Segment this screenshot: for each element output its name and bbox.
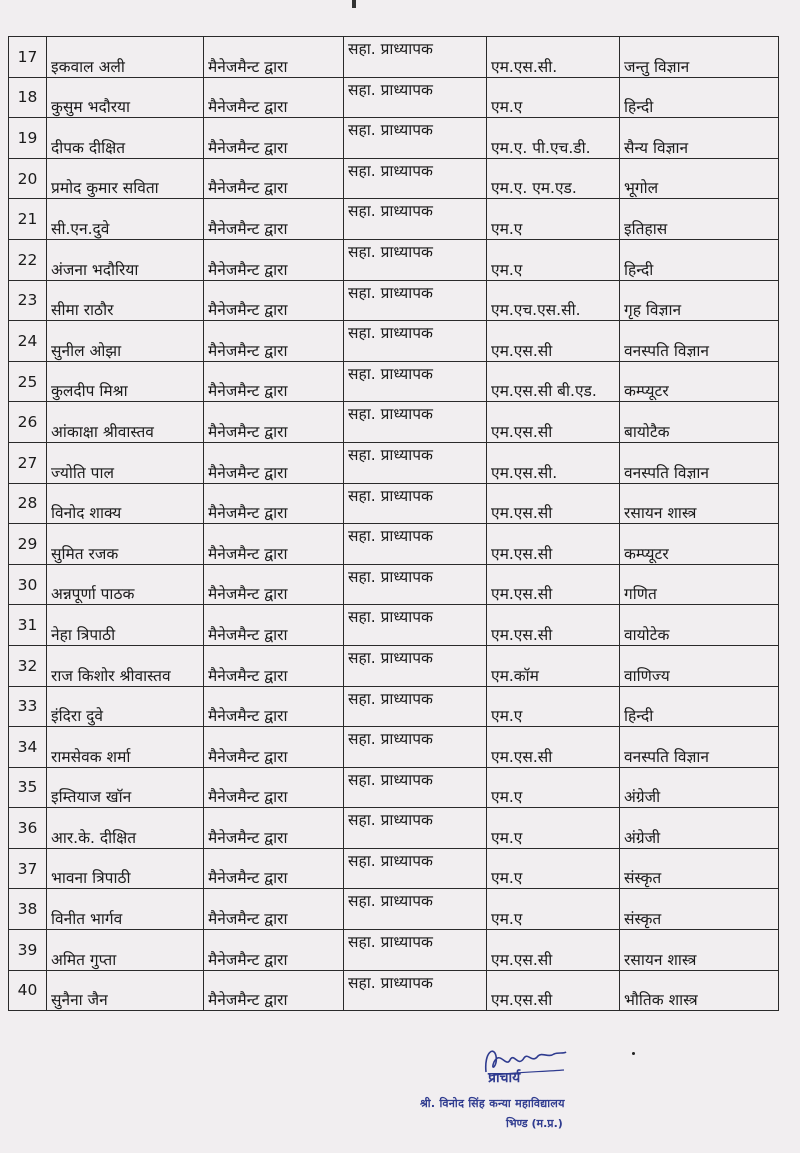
appointment-mode-cell: मैनेजमैन्ट द्वारा bbox=[204, 767, 344, 808]
qualification-cell: एम.एस.सी bbox=[487, 524, 620, 565]
staff-name-cell: सी.एन.दुवे bbox=[47, 199, 204, 240]
row-number-cell: 34 bbox=[9, 727, 47, 768]
row-number-cell: 38 bbox=[9, 889, 47, 930]
staff-name-cell: आर.के. दीक्षित bbox=[47, 808, 204, 849]
post-title-cell: सहा. प्राध्यापक bbox=[344, 889, 487, 930]
post-title-cell: सहा. प्राध्यापक bbox=[344, 77, 487, 118]
qualification-cell: एम.ए. एम.एड. bbox=[487, 158, 620, 199]
qualification-cell: एम.ए bbox=[487, 889, 620, 930]
staff-name-cell: राज किशोर श्रीवास्तव bbox=[47, 645, 204, 686]
row-number-cell: 29 bbox=[9, 524, 47, 565]
subject-cell: कम्प्यूटर bbox=[620, 361, 779, 402]
subject-cell: जन्तु विज्ञान bbox=[620, 37, 779, 78]
qualification-cell: एम.एस.सी बी.एड. bbox=[487, 361, 620, 402]
staff-name-cell: सुनील ओझा bbox=[47, 321, 204, 362]
subject-cell: गणित bbox=[620, 564, 779, 605]
row-number-cell: 26 bbox=[9, 402, 47, 443]
row-number-cell: 20 bbox=[9, 158, 47, 199]
post-title-cell: सहा. प्राध्यापक bbox=[344, 158, 487, 199]
appointment-mode-cell: मैनेजमैन्ट द्वारा bbox=[204, 970, 344, 1011]
appointment-mode-cell: मैनेजमैन्ट द्वारा bbox=[204, 686, 344, 727]
staff-name-cell: कुलदीप मिश्रा bbox=[47, 361, 204, 402]
appointment-mode-cell: मैनेजमैन्ट द्वारा bbox=[204, 524, 344, 565]
post-title-cell: सहा. प्राध्यापक bbox=[344, 199, 487, 240]
post-title-cell: सहा. प्राध्यापक bbox=[344, 970, 487, 1011]
post-title-cell: सहा. प्राध्यापक bbox=[344, 402, 487, 443]
row-number-cell: 36 bbox=[9, 808, 47, 849]
row-number-cell: 35 bbox=[9, 767, 47, 808]
row-number-cell: 31 bbox=[9, 605, 47, 646]
staff-name-cell: प्रमोद कुमार सविता bbox=[47, 158, 204, 199]
table-row bbox=[9, 442, 779, 483]
appointment-mode-cell: मैनेजमैन्ट द्वारा bbox=[204, 321, 344, 362]
page-dot-mark bbox=[632, 1052, 635, 1055]
row-number-cell: 39 bbox=[9, 930, 47, 971]
subject-cell: भूगोल bbox=[620, 158, 779, 199]
table-row bbox=[9, 970, 779, 1011]
post-title-cell: सहा. प्राध्यापक bbox=[344, 645, 487, 686]
row-number-cell: 28 bbox=[9, 483, 47, 524]
post-title-cell: सहा. प्राध्यापक bbox=[344, 727, 487, 768]
table-row bbox=[9, 564, 779, 605]
row-number-cell: 24 bbox=[9, 321, 47, 362]
faculty-table-body bbox=[9, 37, 779, 1011]
table-row bbox=[9, 524, 779, 565]
post-title-cell: सहा. प्राध्यापक bbox=[344, 808, 487, 849]
table-row bbox=[9, 402, 779, 443]
post-title-cell: सहा. प्राध्यापक bbox=[344, 930, 487, 971]
qualification-cell: एम.ए bbox=[487, 848, 620, 889]
subject-cell: रसायन शास्त्र bbox=[620, 483, 779, 524]
row-number-cell: 22 bbox=[9, 239, 47, 280]
qualification-cell: एम.एस.सी bbox=[487, 402, 620, 443]
subject-cell: वनस्पति विज्ञान bbox=[620, 321, 779, 362]
row-number-cell: 30 bbox=[9, 564, 47, 605]
row-number-cell: 33 bbox=[9, 686, 47, 727]
appointment-mode-cell: मैनेजमैन्ट द्वारा bbox=[204, 37, 344, 78]
subject-cell: वायोटेक bbox=[620, 605, 779, 646]
qualification-cell: एम.एस.सी. bbox=[487, 442, 620, 483]
qualification-cell: एम.ए bbox=[487, 767, 620, 808]
subject-cell: रसायन शास्त्र bbox=[620, 930, 779, 971]
subject-cell: बायोटैक bbox=[620, 402, 779, 443]
subject-cell: संस्कृत bbox=[620, 848, 779, 889]
qualification-cell: एम.एस.सी bbox=[487, 930, 620, 971]
appointment-mode-cell: मैनेजमैन्ट द्वारा bbox=[204, 930, 344, 971]
qualification-cell: एम.एस.सी. bbox=[487, 37, 620, 78]
principal-signature-stamp bbox=[410, 1040, 630, 1140]
post-title-cell: सहा. प्राध्यापक bbox=[344, 118, 487, 159]
appointment-mode-cell: मैनेजमैन्ट द्वारा bbox=[204, 118, 344, 159]
table-row bbox=[9, 483, 779, 524]
qualification-cell: एम.ए. पी.एच.डी. bbox=[487, 118, 620, 159]
row-number-cell: 21 bbox=[9, 199, 47, 240]
subject-cell: गृह विज्ञान bbox=[620, 280, 779, 321]
qualification-cell: एम.एच.एस.सी. bbox=[487, 280, 620, 321]
appointment-mode-cell: मैनेजमैन्ट द्वारा bbox=[204, 442, 344, 483]
appointment-mode-cell: मैनेजमैन्ट द्वारा bbox=[204, 239, 344, 280]
qualification-cell: एम.एस.सी bbox=[487, 321, 620, 362]
appointment-mode-cell: मैनेजमैन्ट द्वारा bbox=[204, 402, 344, 443]
stamp-location: भिण्ड (म.प्र.) bbox=[506, 1117, 563, 1130]
appointment-mode-cell: मैनेजमैन्ट द्वारा bbox=[204, 889, 344, 930]
staff-name-cell: भावना त्रिपाठी bbox=[47, 848, 204, 889]
subject-cell: हिन्दी bbox=[620, 686, 779, 727]
post-title-cell: सहा. प्राध्यापक bbox=[344, 442, 487, 483]
staff-name-cell: विनीत भार्गव bbox=[47, 889, 204, 930]
qualification-cell: एम.ए bbox=[487, 77, 620, 118]
post-title-cell: सहा. प्राध्यापक bbox=[344, 483, 487, 524]
post-title-cell: सहा. प्राध्यापक bbox=[344, 321, 487, 362]
appointment-mode-cell: मैनेजमैन्ट द्वारा bbox=[204, 158, 344, 199]
qualification-cell: एम.एस.सी bbox=[487, 564, 620, 605]
post-title-cell: सहा. प्राध्यापक bbox=[344, 564, 487, 605]
subject-cell: हिन्दी bbox=[620, 77, 779, 118]
staff-name-cell: सुनैना जैन bbox=[47, 970, 204, 1011]
post-title-cell: सहा. प्राध्यापक bbox=[344, 239, 487, 280]
stamp-college-name: श्री. विनोद सिंह कन्या महाविद्यालय bbox=[420, 1097, 565, 1110]
table-row bbox=[9, 727, 779, 768]
subject-cell: कम्प्यूटर bbox=[620, 524, 779, 565]
stamp-title: प्राचार्य bbox=[488, 1070, 521, 1086]
subject-cell: अंग्रेजी bbox=[620, 767, 779, 808]
row-number-cell: 25 bbox=[9, 361, 47, 402]
table-row bbox=[9, 280, 779, 321]
subject-cell: सैन्य विज्ञान bbox=[620, 118, 779, 159]
staff-name-cell: रामसेवक शर्मा bbox=[47, 727, 204, 768]
table-row bbox=[9, 808, 779, 849]
qualification-cell: एम.ए bbox=[487, 808, 620, 849]
qualification-cell: एम.ए bbox=[487, 199, 620, 240]
staff-name-cell: अंजना भदौरिया bbox=[47, 239, 204, 280]
row-number-cell: 23 bbox=[9, 280, 47, 321]
post-title-cell: सहा. प्राध्यापक bbox=[344, 361, 487, 402]
row-number-cell: 17 bbox=[9, 37, 47, 78]
staff-name-cell: इंदिरा दुवे bbox=[47, 686, 204, 727]
post-title-cell: सहा. प्राध्यापक bbox=[344, 848, 487, 889]
staff-name-cell: आंकाक्षा श्रीवास्तव bbox=[47, 402, 204, 443]
appointment-mode-cell: मैनेजमैन्ट द्वारा bbox=[204, 280, 344, 321]
appointment-mode-cell: मैनेजमैन्ट द्वारा bbox=[204, 564, 344, 605]
appointment-mode-cell: मैनेजमैन्ट द्वारा bbox=[204, 483, 344, 524]
row-number-cell: 27 bbox=[9, 442, 47, 483]
faculty-table bbox=[8, 36, 779, 1011]
subject-cell: भौतिक शास्त्र bbox=[620, 970, 779, 1011]
staff-name-cell: कुसुम भदौरया bbox=[47, 77, 204, 118]
appointment-mode-cell: मैनेजमैन्ट द्वारा bbox=[204, 848, 344, 889]
appointment-mode-cell: मैनेजमैन्ट द्वारा bbox=[204, 605, 344, 646]
staff-name-cell: सीमा राठौर bbox=[47, 280, 204, 321]
table-row bbox=[9, 767, 779, 808]
table-row bbox=[9, 77, 779, 118]
qualification-cell: एम.कॉम bbox=[487, 645, 620, 686]
post-title-cell: सहा. प्राध्यापक bbox=[344, 767, 487, 808]
staff-name-cell: अमित गुप्ता bbox=[47, 930, 204, 971]
qualification-cell: एम.ए bbox=[487, 239, 620, 280]
qualification-cell: एम.ए bbox=[487, 686, 620, 727]
row-number-cell: 19 bbox=[9, 118, 47, 159]
post-title-cell: सहा. प्राध्यापक bbox=[344, 605, 487, 646]
subject-cell: वाणिज्य bbox=[620, 645, 779, 686]
table-row bbox=[9, 848, 779, 889]
subject-cell: वनस्पति विज्ञान bbox=[620, 442, 779, 483]
row-number-cell: 37 bbox=[9, 848, 47, 889]
staff-name-cell: इकवाल अली bbox=[47, 37, 204, 78]
staff-name-cell: सुमित रजक bbox=[47, 524, 204, 565]
qualification-cell: एम.एस.सी bbox=[487, 727, 620, 768]
row-number-cell: 40 bbox=[9, 970, 47, 1011]
subject-cell: वनस्पति विज्ञान bbox=[620, 727, 779, 768]
appointment-mode-cell: मैनेजमैन्ट द्वारा bbox=[204, 361, 344, 402]
post-title-cell: सहा. प्राध्यापक bbox=[344, 280, 487, 321]
table-row bbox=[9, 321, 779, 362]
appointment-mode-cell: मैनेजमैन्ट द्वारा bbox=[204, 645, 344, 686]
table-row bbox=[9, 158, 779, 199]
staff-name-cell: अन्नपूर्णा पाठक bbox=[47, 564, 204, 605]
subject-cell: इतिहास bbox=[620, 199, 779, 240]
post-title-cell: सहा. प्राध्यापक bbox=[344, 37, 487, 78]
page-top-mark bbox=[352, 0, 356, 8]
row-number-cell: 18 bbox=[9, 77, 47, 118]
table-row bbox=[9, 361, 779, 402]
table-row bbox=[9, 239, 779, 280]
table-row bbox=[9, 605, 779, 646]
appointment-mode-cell: मैनेजमैन्ट द्वारा bbox=[204, 727, 344, 768]
table-row bbox=[9, 199, 779, 240]
staff-name-cell: ज्योति पाल bbox=[47, 442, 204, 483]
staff-name-cell: दीपक दीक्षित bbox=[47, 118, 204, 159]
subject-cell: हिन्दी bbox=[620, 239, 779, 280]
post-title-cell: सहा. प्राध्यापक bbox=[344, 524, 487, 565]
appointment-mode-cell: मैनेजमैन्ट द्वारा bbox=[204, 199, 344, 240]
row-number-cell: 32 bbox=[9, 645, 47, 686]
staff-name-cell: विनोद शाक्य bbox=[47, 483, 204, 524]
table-row bbox=[9, 118, 779, 159]
subject-cell: संस्कृत bbox=[620, 889, 779, 930]
qualification-cell: एम.एस.सी bbox=[487, 970, 620, 1011]
appointment-mode-cell: मैनेजमैन्ट द्वारा bbox=[204, 77, 344, 118]
table-row bbox=[9, 686, 779, 727]
table-row bbox=[9, 930, 779, 971]
qualification-cell: एम.एस.सी bbox=[487, 605, 620, 646]
qualification-cell: एम.एस.सी bbox=[487, 483, 620, 524]
table-row bbox=[9, 645, 779, 686]
staff-name-cell: इम्तियाज खॉन bbox=[47, 767, 204, 808]
appointment-mode-cell: मैनेजमैन्ट द्वारा bbox=[204, 808, 344, 849]
table-row bbox=[9, 889, 779, 930]
subject-cell: अंग्रेजी bbox=[620, 808, 779, 849]
post-title-cell: सहा. प्राध्यापक bbox=[344, 686, 487, 727]
table-row bbox=[9, 37, 779, 78]
staff-name-cell: नेहा त्रिपाठी bbox=[47, 605, 204, 646]
